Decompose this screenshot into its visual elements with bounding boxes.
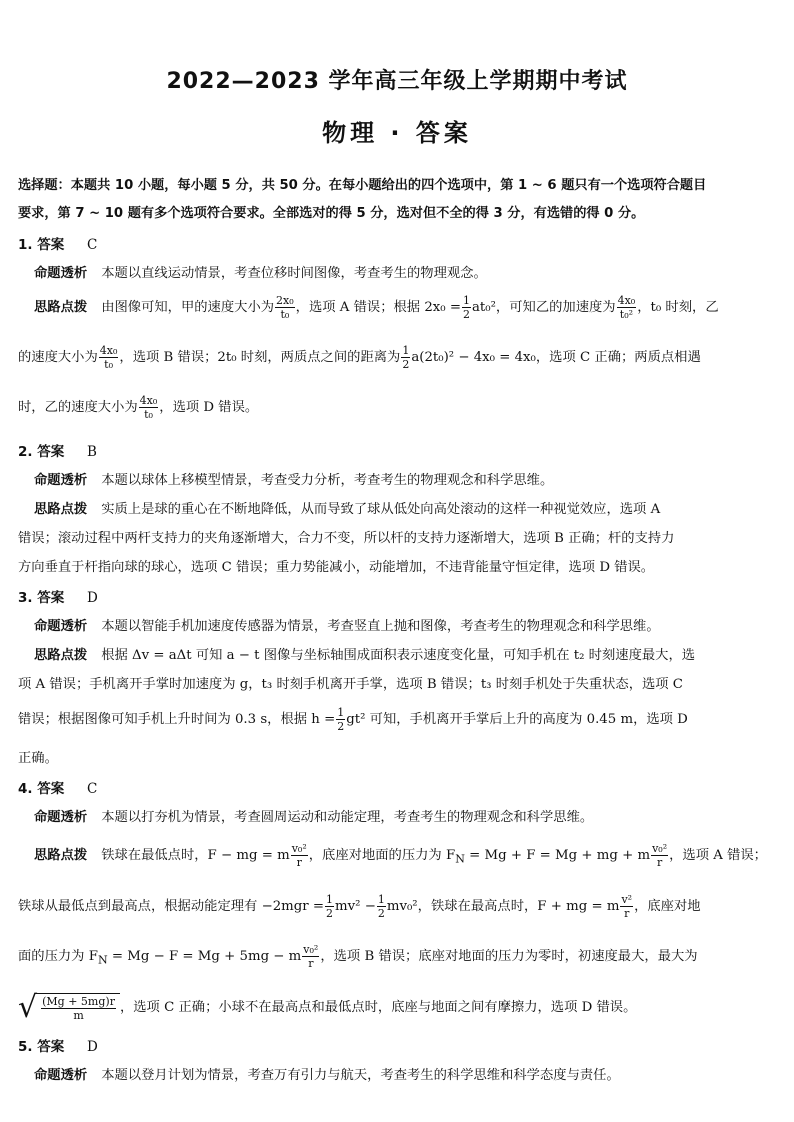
q2-number: 2. [18,444,33,460]
q3-insight-text: 本题以智能手机加速度传感器为情景，考查竖直上抛和图像，考查考生的物理观念和科学思维。 [101,619,660,634]
q1-answer: C [86,237,98,253]
q5-insight [34,1064,620,1083]
numerator: 1 [402,344,410,357]
q3-hint-line-4: 正确。 [18,751,58,766]
intro-line-1: 选择题：本题共 10 小题，每小题 5 分，共 50 分。在每小题给出的四个选项中，第 1 ~ 6 题只有一个选项符合题目 [18,178,707,193]
hint-label: 思路点拨 [34,502,88,517]
exam-subtitle: 物理 · 答案 [322,119,472,147]
q1-number: 1. [18,237,33,253]
fraction [139,394,159,421]
denominator: r [296,856,302,869]
fraction [99,344,119,371]
text-span: = Mg − F = Mg + 5mg − m [107,949,302,964]
q4-hint-line-1 [34,842,767,869]
text-span: 铁球在最低点时，F − mg = m [101,848,290,863]
insight-label: 命题透析 [34,619,88,634]
numerator: 4x₀ [139,394,158,407]
q2-hint-line-1 [34,498,660,517]
text-span: gt² 可知，手机离开手掌后上升的高度为 0.45 m，选项 D [346,712,688,727]
fraction [462,294,471,321]
q3-answer: D [86,590,98,606]
q1-hint-line-3 [18,394,258,421]
insight-label: 命题透析 [34,810,88,825]
hint-label: 思路点拨 [34,848,88,863]
text-span: a(2t₀)² − 4x₀ = 4x₀，选项 C 正确；两质点相遇 [411,350,701,365]
text-span: = Mg + F = Mg + mg + m [464,848,651,863]
denominator: t₀ [144,408,153,421]
fraction [336,706,345,733]
numerator: v₀² [291,842,307,855]
denominator: 2 [377,907,385,920]
q5-heading [18,1035,98,1055]
square-root [18,990,120,1025]
fraction [302,943,319,970]
fraction [41,995,116,1022]
numerator: (Mg + 5mg)r [42,994,115,1008]
denominator: 2 [337,720,345,733]
text-span: ，选项 B 错误；2t₀ 时刻，两质点之间的距离为 [119,350,401,365]
fraction [325,893,334,920]
numerator: v₀² [652,842,668,855]
text-span: ，t₀ 时刻，乙 [637,300,719,315]
answer-label: 答案 [37,1039,65,1055]
q4-hint-line-4 [18,990,636,1025]
numerator: 1 [463,294,470,307]
subscript: N [455,852,465,866]
q3-heading [18,586,98,606]
answer-label: 答案 [37,237,65,253]
q4-insight-text: 本题以打夯机为情景，考查圆周运动和动能定理，考查考生的物理观念和科学思维。 [101,810,594,825]
q3-hint-line-3 [18,706,688,733]
text-span: ，选项 C 正确；小球不在最高点和最低点时，底座与地面之间有摩擦力，选项 D 错误。 [119,1000,637,1015]
denominator: t₀ [104,358,114,371]
q2-hint-line-2: 错误；滚动过程中两杆支持力的夹角逐渐增大，合力不变，所以杆的支持力逐渐增大，选项 B 正确；杆的支持力 [18,531,675,546]
text-span: 的速度大小为 [18,350,98,365]
answer-label: 答案 [37,444,65,460]
numerator: v₀² [303,943,319,956]
text-span: mv² − [335,899,376,914]
hint-label: 思路点拨 [34,300,88,315]
fraction [617,294,637,321]
q2-hint-line-3: 方向垂直于杆指向球的球心，选项 C 错误；重力势能减小，动能增加，不违背能量守恒定律，选项 D 错误。 [18,560,655,575]
q3-insight [34,615,660,634]
fraction [651,842,668,869]
text-span: 实质上是球的重心在不断地降低，从而导致了球从低处向高处滚动的这样一种视觉效应，选项 A [101,502,661,517]
denominator: m [73,1008,84,1022]
q3-hint-line-1 [34,644,695,663]
q1-hint-line-1 [34,294,719,321]
numerator: 1 [337,706,345,719]
q1-hint-line-2 [18,344,701,371]
text-span: 由图像可知，甲的速度大小为 [101,300,275,315]
q4-insight [34,806,593,825]
q2-insight [34,469,553,488]
q1-insight-text: 本题以直线运动情景，考查位移时间图像，考查考生的物理观念。 [101,266,487,281]
denominator: r [656,856,663,869]
denominator: t₀² [619,308,634,321]
text-span: at₀²，可知乙的加速度为 [472,300,616,315]
text-span: 时，乙的速度大小为 [18,400,138,415]
denominator: 2 [463,308,470,321]
q2-insight-text: 本题以球体上移模型情景，考查受力分析，考查考生的物理观念和科学思维。 [101,473,554,488]
q2-heading [18,440,97,460]
intro-line-2: 要求，第 7 ~ 10 题有多个选项符合要求。全部选对的得 5 分，选对但不全的得 3 分，有选错的得 0 分。 [18,206,645,221]
numerator: 4x₀ [99,344,118,357]
q3-number: 3. [18,590,33,606]
numerator: v² [621,893,633,906]
insight-label: 命题透析 [34,473,88,488]
hint-label: 思路点拨 [34,648,88,663]
answer-label: 答案 [37,590,65,606]
text-span: ，底座对地 [634,899,701,914]
q4-heading [18,777,97,797]
insight-label: 命题透析 [34,1068,88,1083]
denominator: r [624,907,630,920]
q4-hint-line-3 [18,943,698,970]
numerator: 1 [377,893,385,906]
fraction [275,294,295,321]
q4-number: 4. [18,781,33,797]
radical-sign: √ [18,990,38,1025]
subscript: N [97,953,108,967]
fraction [377,893,386,920]
numerator: 1 [326,893,334,906]
radicand [37,993,120,1023]
numerator: 4x₀ [617,294,636,307]
text-span: ，底座对地面的压力为 F [308,848,456,863]
insight-label: 命题透析 [34,266,88,281]
q4-hint-line-2 [18,893,701,920]
denominator: 2 [326,907,334,920]
text-span: 错误；根据图像可知手机上升时间为 0.3 s，根据 h = [18,712,336,727]
q1-heading [18,233,97,253]
text-span: 铁球从最低点到最高点，根据动能定理有 −2mgr = [18,899,325,914]
q5-number: 5. [18,1039,33,1055]
q2-answer: B [86,444,97,460]
denominator: 2 [402,358,410,371]
denominator: r [308,957,314,970]
q5-answer: D [86,1039,98,1055]
q1-insight [34,262,487,281]
answer-label: 答案 [37,781,65,797]
numerator: 2x₀ [276,294,294,307]
text-span: mv₀²，铁球在最高点时，F + mg = m [386,899,620,914]
exam-title: 2022—2023 学年高三年级上学期期中考试 [166,69,628,94]
text-span: ，选项 A 错误；根据 2x₀ = [295,300,461,315]
text-span: 根据 Δv = aΔt 可知 a − t 图像与坐标轴围成面积表示速度变化量，可知手机在 t₂ 时刻速度最大，选 [101,648,696,663]
text-span: 面的压力为 F [18,949,98,964]
text-span: ，选项 B 错误；底座对地面的压力为零时，初速度最大，最大为 [320,949,698,964]
fraction [620,893,633,920]
fraction [291,842,308,869]
text-span: ，选项 A 错误； [669,848,767,863]
text-span: ，选项 D 错误。 [159,400,259,415]
q4-answer: C [86,781,98,797]
q5-insight-text: 本题以登月计划为情景，考查万有引力与航天，考查考生的科学思维和科学态度与责任。 [101,1068,620,1083]
denominator: t₀ [280,308,290,321]
section-intro [18,172,778,228]
q3-hint-line-2: 项 A 错误；手机离开手掌时加速度为 g，t₃ 时刻手机离开手掌，选项 B 错误；t₃ 时刻手机处于失重状态，选项 C [18,677,683,692]
fraction [401,344,410,371]
